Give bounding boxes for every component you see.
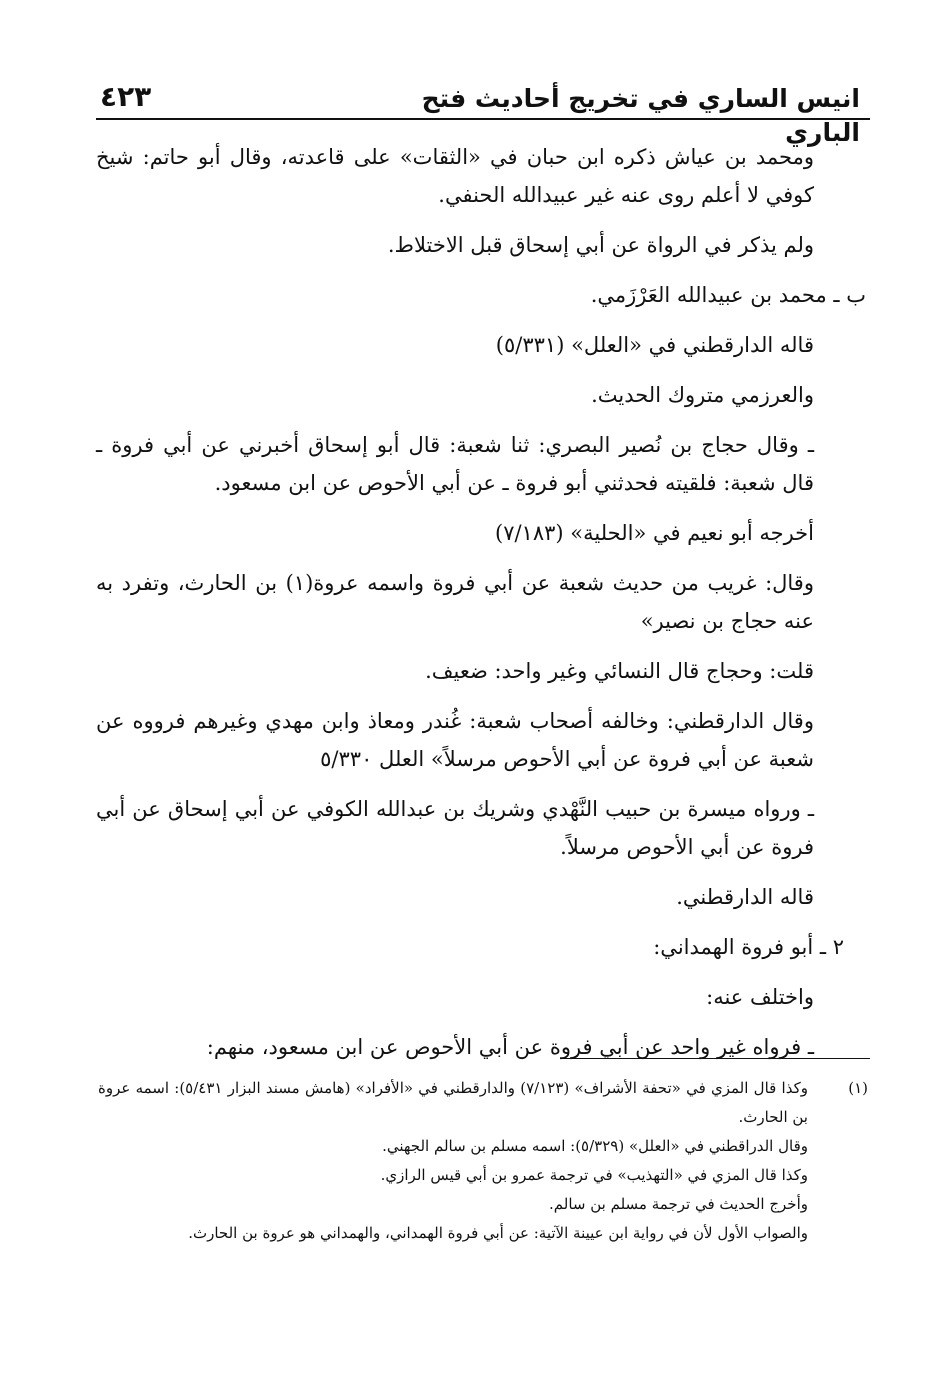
paragraph: قاله الدارقطني.: [676, 885, 814, 909]
footnote-number: (١): [848, 1079, 868, 1097]
footnote-text: وكذا قال المزي في «تحفة الأشراف» (٧/١٢٣) والدارقطني في «الأفراد» (هامش مسند البزار ٥/٤٣١): اسمه عروة بن الحارث.: [98, 1079, 808, 1126]
paragraph: ومحمد بن عياش ذكره ابن حبان في «الثقات» على قاعدته، وقال أبو حاتم: شيخ كوفي لا أعلم روى عنه غير عبيدالله الحنفي.: [96, 145, 814, 207]
paragraph: وقال الدارقطني: وخالفه أصحاب شعبة: غُندر ومعاذ وابن مهدي وغيرهم فرووه عن شعبة عن أبي فروة عن أبي الأحوص مرسلاً» العلل ٥/٣٣٠: [96, 709, 814, 771]
paragraph: ولم يذكر في الرواة عن أبي إسحاق قبل الاختلاط.: [387, 233, 814, 257]
footnote-line: وأخرج الحديث في ترجمة مسلم بن سالم.: [549, 1195, 808, 1213]
paragraph: قلت: وحجاج قال النسائي وغير واحد: ضعيف.: [425, 659, 814, 683]
paragraph: وقال: غريب من حديث شعبة عن أبي فروة واسمه عروة(١) بن الحارث، وتفرد به عنه حجاج بن نصير»: [96, 571, 814, 633]
paragraph: واختلف عنه:: [706, 985, 814, 1009]
footnote-line: والصواب الأول لأن في رواية ابن عيينة الآتية: عن أبي فروة الهمداني، والهمداني هو عروة بن الحارث.: [188, 1224, 808, 1242]
footnote-line: وكذا قال المزي في «التهذيب» في ترجمة عمرو بن أبي قيس الرازي.: [380, 1166, 808, 1184]
paragraph: ب ـ محمد بن عبيدالله العَرْزَمي.: [590, 283, 866, 307]
paragraph: ـ فرواه غير واحد عن أبي فروة عن أبي الأحوص عن ابن مسعود، منهم:: [206, 1035, 814, 1059]
paragraph: ـ ورواه ميسرة بن حبيب النَّهْدي وشريك بن عبدالله الكوفي عن أبي إسحاق عن أبي فروة عن أبي الأحوص مرسلاً.: [96, 797, 814, 859]
paragraph: قاله الدارقطني في «العلل» (٥/٣٣١): [495, 333, 814, 357]
footnote-line: [98, 1074, 868, 1132]
main-text: [96, 138, 866, 1078]
paragraph: والعرزمي متروك الحديث.: [591, 383, 814, 407]
footnote-line: وقال الدراقطني في «العلل» (٥/٣٢٩): اسمه مسلم بن سالم الجهني.: [382, 1137, 808, 1155]
numbered-heading: ٢ ـ أبو فروة الهمداني:: [653, 935, 844, 959]
paragraph: أخرجه أبو نعيم في «الحلية» (٧/١٨٣): [494, 521, 814, 545]
footnotes: [98, 1074, 868, 1248]
page-number: ٤٢٣: [100, 80, 152, 113]
footnote-rule: [560, 1058, 870, 1059]
paragraph: ـ وقال حجاج بن نُصير البصري: ثنا شعبة: قال أبو إسحاق أخبرني عن أبي فروة ـ قال شعبة: فلقيته فحدثني أبو فروة ـ عن أبي الأحوص عن ابن مسعود.: [96, 433, 814, 495]
header-rule: [96, 118, 870, 120]
running-header-title: انيس الساري في تخريج أحاديث فتح الباري: [421, 84, 860, 147]
